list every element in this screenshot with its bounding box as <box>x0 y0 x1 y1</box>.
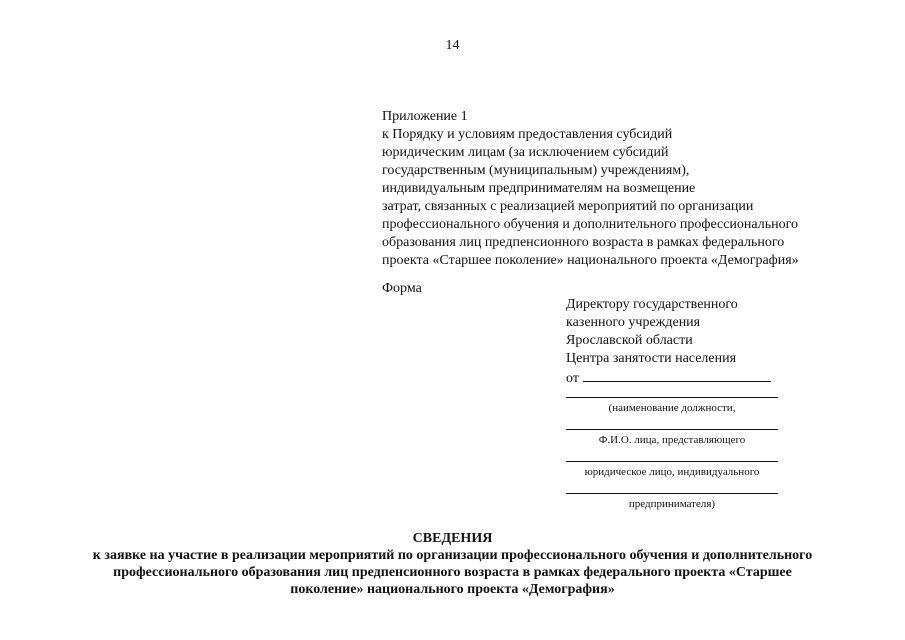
appendix-line: проекта «Старшее поколение» национального проекта «Демография» <box>382 253 799 268</box>
caption-entity: юридическое лицо, индивидуального <box>584 466 760 478</box>
form-label: Форма <box>382 281 422 296</box>
appendix-line: индивидуальным предпринимателям на возмещение <box>382 181 696 196</box>
recipient-line: Центра занятости населения <box>566 351 737 366</box>
recipient-block <box>566 296 786 368</box>
fill-line-entity[interactable] <box>566 461 778 462</box>
recipient-line: казенного учреждения <box>566 315 701 330</box>
title-line: поколение» национального проекта «Демография» <box>290 582 615 597</box>
appendix-line: Приложение 1 <box>382 109 468 124</box>
recipient-line: Директору государственного <box>566 297 738 312</box>
appendix-line: образования лиц предпенсионного возраста в рамках федерального <box>382 235 785 250</box>
appendix-line: профессионального обучения и дополнительного профессионального <box>382 217 799 232</box>
title-line: к заявке на участие в реализации мероприятий по организации профессионального обучения и дополнительного <box>92 548 813 563</box>
document-title <box>40 530 865 598</box>
from-fill-line[interactable] <box>583 368 771 382</box>
appendix-header <box>382 108 882 270</box>
title-line: профессионального образования лиц предпенсионного возраста в рамках федерального проекта «Старшее <box>113 565 792 580</box>
from-label: от <box>566 371 579 386</box>
caption-position: (наименование должности, <box>608 402 736 414</box>
from-row <box>566 368 771 388</box>
fill-line-entrepreneur[interactable] <box>566 493 778 494</box>
appendix-line: юридическим лицам (за исключением субсидий <box>382 145 669 160</box>
caption-name: Ф.И.О. лица, представляющего <box>598 434 746 446</box>
fill-line-name[interactable] <box>566 429 778 430</box>
caption-entrepreneur: предпринимателя) <box>628 498 716 510</box>
appendix-line: государственным (муниципальным) учреждениям), <box>382 163 690 178</box>
title-heading: СВЕДЕНИЯ <box>412 531 493 546</box>
page-number: 14 <box>445 38 460 53</box>
appendix-line: к Порядку и условиям предоставления субсидий <box>382 127 673 142</box>
recipient-line: Ярославской области <box>566 333 693 348</box>
fill-line-position[interactable] <box>566 397 778 398</box>
appendix-line: затрат, связанных с реализацией мероприятий по организации <box>382 199 754 214</box>
